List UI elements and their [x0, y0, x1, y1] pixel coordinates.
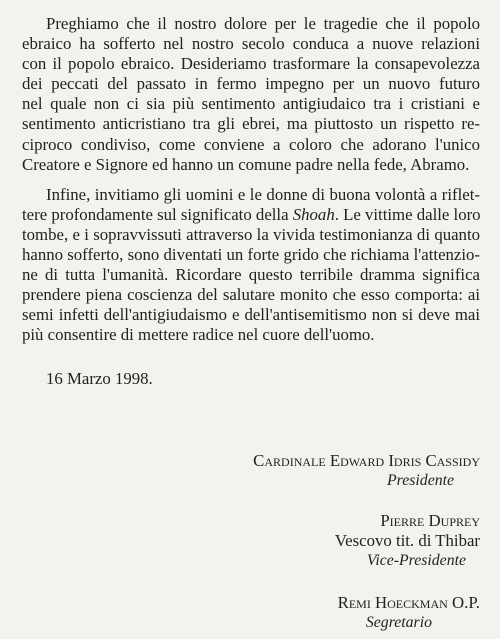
paragraph-prayer: [22, 14, 480, 175]
signatory-role: Vescovo tit. di Thibar: [334, 531, 480, 550]
paragraph-line: Creatore e Signore ed hanno un comune padre nella fede, Abramo.: [22, 154, 470, 174]
document-date: 16 Marzo 1998.: [46, 368, 153, 388]
paragraph-invitation: [22, 185, 480, 346]
paragraph-line: prendere piena coscienza del salutare monito che esso comporta: ai: [22, 285, 480, 305]
paragraph-line: dei peccati del passato in fermo impegno per un nuovo futuro: [22, 74, 480, 94]
signature-block-secretary: [338, 593, 480, 633]
signature-block-vice-president: [335, 511, 480, 571]
paragraph-line: con il popolo ebraico. Desideriamo trasformare la consapevolezza: [22, 54, 480, 74]
paragraph-line-shoah: tere profondamente sul significato della Shoah. Le vittime dalle loro: [22, 204, 481, 224]
signatory-title: Presidente: [387, 472, 454, 489]
paragraph-line: sentimento anticristiano tra gli ebrei, ma piuttosto un rispetto re-: [22, 114, 480, 134]
signatory-title: Vice-Presidente: [366, 552, 466, 569]
signatory-title: Segretario: [365, 614, 432, 631]
paragraph-line: Infine, invitiamo gli uomini e le donne di buona volontà a riflet-: [46, 184, 480, 204]
paragraph-line: più consentire di mettere radice nel cuore dell'uomo.: [22, 325, 375, 345]
paragraph-line: Preghiamo che il nostro dolore per le tragedie che il popolo: [46, 14, 480, 33]
signatory-name: Pierre Duprey: [380, 511, 480, 530]
paragraph-line: semi infetti dell'antigiudaismo e dell'antisemitismo non si deve mai: [22, 305, 480, 325]
paragraph-line: ne di tutta l'umanità. Ricordare questo terribile dramma significa: [22, 265, 480, 285]
signatory-name: Remi Hoeckman O.P.: [337, 593, 480, 612]
paragraph-line: tombe, e i sopravvissuti attraverso la vivida testimonianza di quanto: [22, 224, 480, 244]
paragraph-line: ciproco condiviso, come conviene a coloro che adorano l'unico: [22, 134, 480, 154]
paragraph-line: hanno sofferto, sono diventati un forte grido che richiama l'attenzio-: [22, 245, 480, 265]
signatory-name: Cardinale Edward Idris Cassidy: [253, 451, 480, 470]
paragraph-line: nel quale non ci sia più sentimento antigiudaico tra i cristiani e: [22, 94, 480, 114]
signature-block-president: [253, 451, 480, 491]
shoah-term: Shoah: [292, 204, 335, 224]
paragraph-line: ebraico ha sofferto nel nostro secolo conduca a nuove relazioni: [22, 34, 480, 54]
